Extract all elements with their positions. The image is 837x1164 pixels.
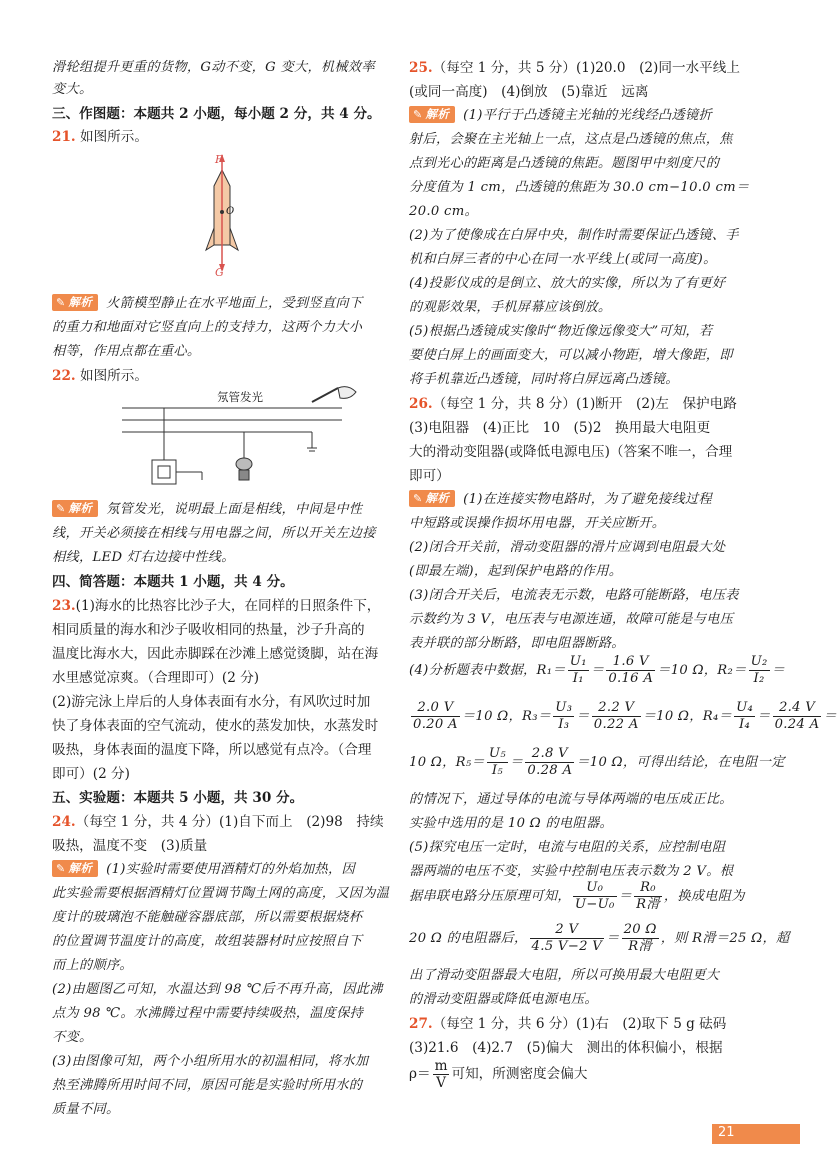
analysis-line: (3)由图像可知，两个小组所用水的初温相同，将水加 (52, 1054, 369, 1069)
text-line: 滑轮组提升更重的货物，G动不变，G 变大，机械效率 (52, 60, 375, 75)
analysis-line: (3)闭合开关后，电流表无示数，电路可能断路，电压表 (409, 588, 739, 603)
formula-line: 10 Ω，R₅＝ $\frac{\text{U₅}}{\text{I₅}}$ ＝ $\frac{2.8 V}{0.28 A}$ ＝10 Ω，可得出结论，在电阻一定 (409, 746, 785, 778)
analysis-line: 射后，会聚在主光轴上一点，这点是凸透镜的焦点，焦 (409, 132, 733, 147)
fraction: $\frac{\text{R₀}}{\text{R滑}}$ (636, 880, 660, 912)
analysis-line: ✎ 解析 (1)在连接实物电路时，为了避免接线过程 (409, 490, 712, 510)
fraction: $\frac{2.4 V}{0.24 A}$ (774, 700, 820, 732)
text-line: 变大。 (52, 82, 93, 97)
fraction: $\frac{2.2 V}{0.22 A}$ (593, 700, 639, 732)
answer-line: 快了身体表面的空气流动，使水的蒸发加快，水蒸发时 (52, 718, 379, 734)
analysis-line: 此实验需要根据酒精灯位置调节陶土网的高度，又因为温 (52, 886, 390, 901)
fraction: $\frac{\text{U₂}}{\text{I₂}}$ (750, 654, 768, 686)
question-text: 如图所示。 (79, 129, 148, 145)
analysis-tag: ✎ 解析 (409, 490, 455, 507)
analysis-line: (2)由题图乙可知，水温达到 98 ℃后不再升高，因此沸 (52, 982, 383, 997)
analysis-line: (即最左端)，起到保护电路的作用。 (409, 564, 623, 579)
analysis-tag: ✎ 解析 (52, 860, 98, 877)
answer-line: 吸热，身体表面的温度下降，所以感觉有点冷。（合理 (52, 742, 372, 758)
answer-line: (或同一高度) (4)倒放 (5)靠近 远离 (409, 84, 649, 100)
answer-line: (3)电阻器 (4)正比 10 (5)2 换用最大电阻更 (409, 420, 711, 436)
analysis-line: 将手机靠近凸透镜，同时将白屏远离凸透镜。 (409, 372, 679, 387)
analysis-line: 线，开关必须接在相线与用电器之间，所以开关左边接 (52, 526, 376, 541)
fraction: $\frac{\text{U₄}}{\text{I₄}}$ (736, 700, 754, 732)
analysis-line: 的情况下，通过导体的电流与导体两端的电压成正比。 (409, 792, 733, 807)
analysis-line: ✎ 解析 火箭模型静止在水平地面上，受到竖直向下 (52, 294, 362, 314)
fraction: $\frac{2.0 V}{0.20 A}$ (413, 700, 458, 732)
section-heading: 四、简答题：本题共 1 小题，共 4 分。 (52, 574, 294, 590)
analysis-line: (2)为了使像成在白屏中央，制作时需要保证凸透镜、手 (409, 228, 739, 243)
fraction: $\frac{2 V}{4.5 V-2 V}$ (531, 922, 603, 954)
analysis-line: 点为 98 ℃。水沸腾过程中需要持续吸热，温度保持 (52, 1006, 364, 1021)
analysis-line: 20.0 cm。 (409, 204, 479, 219)
analysis-tag: ✎ 解析 (52, 500, 98, 517)
question-22 (52, 366, 148, 386)
force-label-F: F (215, 153, 223, 166)
answer-line: 温度比海水大，因此赤脚踩在沙滩上感觉烫脚，站在海 (52, 646, 379, 662)
formula-line: 20 Ω 的电阻器后， $\frac{2 V}{4.5 V-2 V}$ ＝ $\frac{20 \Omega}{\text{R滑}}$ ，则 R滑＝25 Ω，超 (409, 922, 790, 954)
pen-icon: ✎ (413, 108, 423, 121)
question-number: 24. (52, 814, 76, 830)
fraction: $\frac{20 \Omega}{\text{R滑}}$ (623, 922, 657, 954)
analysis-line: 的观影效果，手机屏幕应该倒放。 (409, 300, 612, 315)
answer-line: 大的滑动变阻器(或降低电源电压)（答案不唯一，合理 (409, 444, 733, 460)
analysis-line: 度计的玻璃泡不能触碰容器底部，所以需要根据烧杯 (52, 910, 363, 925)
analysis-line: 相线，LED 灯右边接中性线。 (52, 550, 235, 565)
analysis-line: 质量不同。 (52, 1102, 120, 1117)
question-number: 27. (409, 1016, 433, 1032)
formula-line: ρ＝ $\frac{m}{V}$ 可知，所测密度会偏大 (409, 1058, 588, 1091)
analysis-line: 点到光心的距离是凸透镜的焦距。题图甲中刻度尺的 (409, 156, 720, 171)
question-number: 25. (409, 60, 433, 76)
answer-line: 27.（每空 1 分，共 6 分）(1)右 (2)取下 5 g 砝码 (409, 1016, 727, 1032)
formula-line: $\frac{2.0 V}{0.20 A}$ ＝10 Ω，R₃＝ $\frac{\text{U₃}}{\text{I₃}}$ ＝ $\frac{2.2 V}{0.22 A}$ ＝10 Ω，R₄＝ $\frac{\text{U₄}}{\text{I₄}}$ ＝ $\frac{2.4 V}{0.24 A}$ ＝ (413, 700, 837, 732)
analysis-line: 表并联的部分断路，即电阻器断路。 (409, 636, 625, 651)
answer-line: 25.（每空 1 分，共 5 分）(1)20.0 (2)同一水平线上 (409, 60, 740, 76)
question-number: 22. (52, 368, 76, 384)
question-number: 23. (52, 598, 76, 614)
fraction: $\frac{\text{U₀}}{\text{U−U₀}}$ (574, 880, 615, 912)
fraction: $\frac{\text{U₁}}{\text{I₁}}$ (569, 654, 587, 686)
fraction: $\frac{m}{V}$ (434, 1058, 448, 1091)
formula-line: 据串联电路分压原理可知， $\frac{\text{U₀}}{\text{U−U₀}}$ ＝ $\frac{\text{R₀}}{\text{R滑}}$ ，换成电阻为 (409, 880, 745, 912)
pen-icon: ✎ (56, 862, 66, 875)
pen-icon: ✎ (413, 492, 423, 505)
analysis-line: 机和白屏三者的中心在同一水平线上(或同一高度)。 (409, 252, 717, 267)
analysis-line: (5)根据凸透镜成实像时“物近像远像变大”可知，若 (409, 324, 713, 339)
analysis-line: 而上的顺序。 (52, 958, 133, 973)
page-number: 21 (718, 1125, 735, 1140)
formula-line: (4)分析题表中数据，R₁＝ $\frac{\text{U₁}}{\text{I₁}}$ ＝ $\frac{1.6 V}{0.16 A}$ ＝10 Ω，R₂＝ $\frac{\text{U₂}}{\text{I₂}}$ ＝ (409, 654, 786, 686)
analysis-line: 不变。 (52, 1030, 93, 1045)
analysis-line: 示数约为 3 V，电压表与电源连通，故障可能是与电压 (409, 612, 734, 627)
section-heading: 三、作图题：本题共 2 小题，每小题 2 分，共 4 分。 (52, 106, 381, 122)
analysis-line: 实验中选用的是 10 Ω 的电阻器。 (409, 816, 613, 831)
answer-line: 26.（每空 1 分，共 8 分）(1)断开 (2)左 保护电路 (409, 396, 737, 412)
analysis-line: (5)探究电压一定时，电流与电阻的关系，应控制电阻 (409, 840, 726, 855)
fraction: $\frac{1.6 V}{0.16 A}$ (608, 654, 654, 686)
analysis-line: 要使白屏上的画面变大，可以减小物距，增大像距，即 (409, 348, 733, 363)
center-label-O: O (226, 206, 235, 217)
analysis-line: ✎ 解析 (1)实验时需要使用酒精灯的外焰加热，因 (52, 860, 355, 880)
analysis-line: 热至沸腾所用时间不同，原因可能是实验时所用水的 (52, 1078, 363, 1093)
answer-line: 水里感觉凉爽。（合理即可）(2 分) (52, 670, 260, 686)
analysis-line: 分度值为 1 cm，凸透镜的焦距为 30.0 cm−10.0 cm＝ (409, 180, 750, 195)
answer-line: 即可）(2 分) (52, 766, 130, 782)
analysis-tag: ✎ 解析 (52, 294, 98, 311)
analysis-line: ✎ 解析 氖管发光，说明最上面是相线，中间是中性 (52, 500, 362, 520)
analysis-line: 出了滑动变阻器最大电阻，所以可换用最大电阻更大 (409, 968, 720, 983)
analysis-line: 相等，作用点都在重心。 (52, 344, 201, 359)
question-number: 21. (52, 129, 76, 145)
analysis-line: 器两端的电压不变，实验中控制电压表示数为 2 V。根 (409, 864, 734, 879)
answer-line: 相同质量的海水和沙子吸收相同的热量，沙子升高的 (52, 622, 365, 638)
answer-line: 吸热，温度不变 (3)质量 (52, 838, 208, 854)
analysis-line: 的滑动变阻器或降低电源电压。 (409, 992, 598, 1007)
answer-line: (3)21.6 (4)2.7 (5)偏大 测出的体积偏小，根据 (409, 1040, 723, 1056)
force-label-G: G (215, 266, 224, 279)
analysis-line: (2)闭合开关前，滑动变阻器的滑片应调到电阻最大处 (409, 540, 726, 555)
answer-line: 即可） (409, 468, 450, 484)
answer-line: (2)游完泳上岸后的人身体表面有水分，有风吹过时加 (52, 694, 371, 710)
analysis-line: (4)投影仪成的是倒立、放大的实像，所以为了有更好 (409, 276, 726, 291)
section-heading: 五、实验题：本题共 5 小题，共 30 分。 (52, 790, 304, 806)
answer-line: 23.(1)海水的比热容比沙子大，在同样的日照条件下， (52, 598, 381, 614)
pen-icon: ✎ (56, 296, 66, 309)
fraction: $\frac{\text{U₃}}{\text{I₃}}$ (555, 700, 573, 732)
fraction: $\frac{\text{U₅}}{\text{I₅}}$ (488, 746, 506, 778)
analysis-line: ✎ 解析 (1)平行于凸透镜主光轴的光线经凸透镜折 (409, 106, 712, 126)
question-number: 26. (409, 396, 433, 412)
analysis-line: 中短路或误操作损坏用电器，开关应断开。 (409, 516, 666, 531)
pen-icon: ✎ (56, 502, 66, 515)
analysis-line: 的位置调节温度计的高度，故组装器材时应按照自下 (52, 934, 363, 949)
question-text: 如图所示。 (79, 368, 148, 384)
fraction: $\frac{2.8 V}{0.28 A}$ (527, 746, 573, 778)
answer-line: 24.（每空 1 分，共 4 分）(1)自下而上 (2)98 持续 (52, 814, 384, 830)
neon-label: 氖管发光 (217, 392, 263, 404)
analysis-line: 的重力和地面对它竖直向上的支持力，这两个力大小 (52, 320, 363, 335)
question-21 (52, 127, 148, 147)
analysis-tag: ✎ 解析 (409, 106, 455, 123)
